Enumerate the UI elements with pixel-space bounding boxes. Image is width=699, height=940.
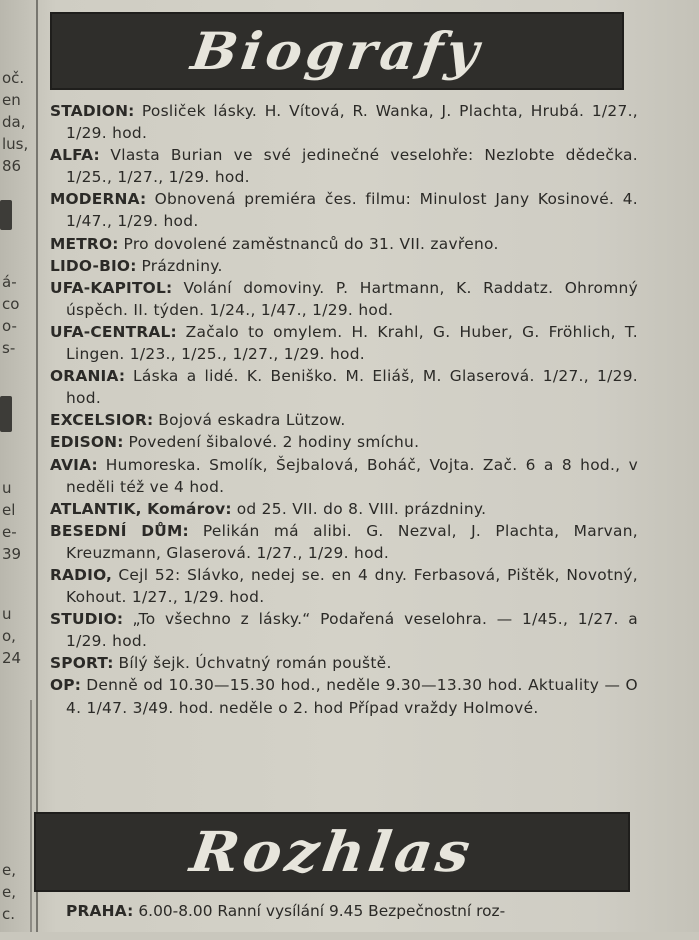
list-item xyxy=(48,188,638,232)
cinema-name: MODERNA: xyxy=(50,190,147,209)
station-program: 6.00-8.00 Ranní vysílání 9.45 Bezpečnostní roz- xyxy=(138,902,506,920)
cinema-program: Vlasta Burian ve své jedinečné veselohře: Nezlobte dědečka. 1/25., 1/27., 1/29. hod. xyxy=(66,146,638,187)
cinema-program: Začalo to omylem. H. Krahl, G. Huber, G. Fröhlich, T. Lingen. 1/23., 1/25., 1/27., 1/29. hod. xyxy=(66,322,638,364)
left-black-box xyxy=(0,200,12,230)
cinema-program: Povedení šibalové. 2 hodiny smíchu. xyxy=(128,433,420,452)
left-fragment: lus, xyxy=(2,135,29,153)
left-fragment: da, xyxy=(2,113,26,131)
cinema-name: UFA-KAPITOL: xyxy=(50,278,173,297)
section-header-rozhlas xyxy=(34,812,630,892)
cinema-program: Posliček lásky. H. Vítová, R. Wanka, J. Plachta, Hrubá. 1/27., 1/29. hod. xyxy=(66,102,638,143)
cinema-program: Cejl 52: Slávko, nedej se. en 4 dny. Ferbasová, Pištěk, Novotný, Kohout. 1/27., 1/29. hod. xyxy=(66,565,638,607)
section-title: Rozhlas xyxy=(186,819,478,885)
station-name: PRAHA: xyxy=(66,902,134,920)
list-item xyxy=(48,233,638,255)
left-fragment: e, xyxy=(2,883,16,901)
cinema-program: Bílý šejk. Úchvatný román pouště. xyxy=(118,654,392,673)
cinema-name: OP: xyxy=(50,676,82,695)
cinema-program: Denně od 10.30—15.30 hod., neděle 9.30—13.30 hod. Aktuality — O 4. 1/47. 3/49. hod. neděle o 2. hod Případ vraždy Holmové. xyxy=(66,676,638,717)
left-fragment: e, xyxy=(2,861,16,879)
list-item xyxy=(48,321,638,365)
left-fragment: 86 xyxy=(2,157,22,175)
list-item xyxy=(48,255,638,277)
cinema-program: od 25. VII. do 8. VIII. prázdniny. xyxy=(236,499,487,518)
list-item xyxy=(48,431,638,453)
cinema-program: Pro dovolené zaměstnanců do 31. VII. zavřeno. xyxy=(123,234,499,253)
cinema-name: ALFA: xyxy=(50,146,100,165)
list-item xyxy=(48,564,638,608)
radio-listing xyxy=(48,900,656,922)
list-item xyxy=(48,409,638,431)
list-item xyxy=(48,454,638,498)
left-fragment: á- xyxy=(2,273,17,291)
list-item xyxy=(48,100,638,144)
left-fragment: o- xyxy=(2,317,17,335)
section-header-biografy xyxy=(50,12,624,90)
list-item xyxy=(48,498,638,520)
list-item xyxy=(48,277,638,321)
cinema-program: Bojová eskadra Lützow. xyxy=(158,411,346,430)
cinema-name: AVIA: xyxy=(50,455,98,474)
left-fragment: oč. xyxy=(2,69,25,87)
cinema-program: Láska a lidé. K. Beniško. M. Eliáš, M. Glaserová. 1/27., 1/29. hod. xyxy=(66,367,638,408)
cinema-name: ATLANTIK, Komárov: xyxy=(50,499,232,518)
cinema-name: BESEDNÍ DŮM: xyxy=(50,521,189,540)
left-fragment: 24 xyxy=(2,649,22,667)
left-fragment: u xyxy=(2,605,12,623)
cinema-name: LIDO-BIO: xyxy=(50,256,137,275)
cinema-name: STADION: xyxy=(50,102,135,120)
cinema-name: STUDIO: xyxy=(50,610,124,629)
cinema-name: METRO: xyxy=(50,234,119,253)
cinema-program: Humoreska. Smolík, Šejbalová, Boháč, Vojta. Zač. 6 a 8 hod., v neděli též ve 4 hod. xyxy=(66,455,638,496)
list-item xyxy=(48,520,638,564)
left-fragment: el xyxy=(2,501,16,519)
cinema-name: EDISON: xyxy=(50,433,124,452)
cinema-program: Volání domoviny. P. Hartmann, K. Raddatz. Ohromný úspěch. II. týden. 1/24., 1/47., 1/29. hod. xyxy=(66,278,638,319)
left-fragment: u xyxy=(2,479,12,497)
left-column-fragments xyxy=(0,60,30,940)
left-fragment: s- xyxy=(2,339,16,357)
left-fragment: c. xyxy=(2,905,16,923)
cinema-program: Prázdniny. xyxy=(141,256,223,275)
cinema-name: ORANIA: xyxy=(50,367,126,386)
left-black-box xyxy=(0,396,12,432)
section-title: Biografy xyxy=(187,20,487,82)
left-fragment: en xyxy=(2,91,21,109)
list-item xyxy=(48,608,638,652)
left-fragment: e- xyxy=(2,523,17,541)
cinema-name: RADIO, xyxy=(50,565,113,584)
list-item xyxy=(48,674,638,718)
cinema-program: Obnovená premiéra čes. filmu: Minulost Jany Kosinové. 4. 1/47., 1/29. hod. xyxy=(66,190,638,231)
cinema-listings xyxy=(48,100,638,719)
column-divider xyxy=(36,0,38,932)
left-fragment: 39 xyxy=(2,545,22,563)
cinema-name: SPORT: xyxy=(50,654,114,673)
left-fragment: co xyxy=(2,295,20,313)
cinema-name: UFA-CENTRAL: xyxy=(50,322,177,341)
cinema-program: Pelikán má alibi. G. Nezval, J. Plachta, Marvan, Kreuzmann, Glaserová. 1/27., 1/29. hod. xyxy=(66,521,638,562)
left-fragment: o, xyxy=(2,627,16,645)
column-divider-lower xyxy=(30,700,32,932)
list-item xyxy=(48,144,638,188)
list-item xyxy=(48,365,638,409)
list-item xyxy=(48,652,638,674)
cinema-program: „To všechno z lásky.“ Podařená veselohra. — 1/45., 1/27. a 1/29. hod. xyxy=(66,610,638,651)
cinema-name: EXCELSIOR: xyxy=(50,411,154,430)
